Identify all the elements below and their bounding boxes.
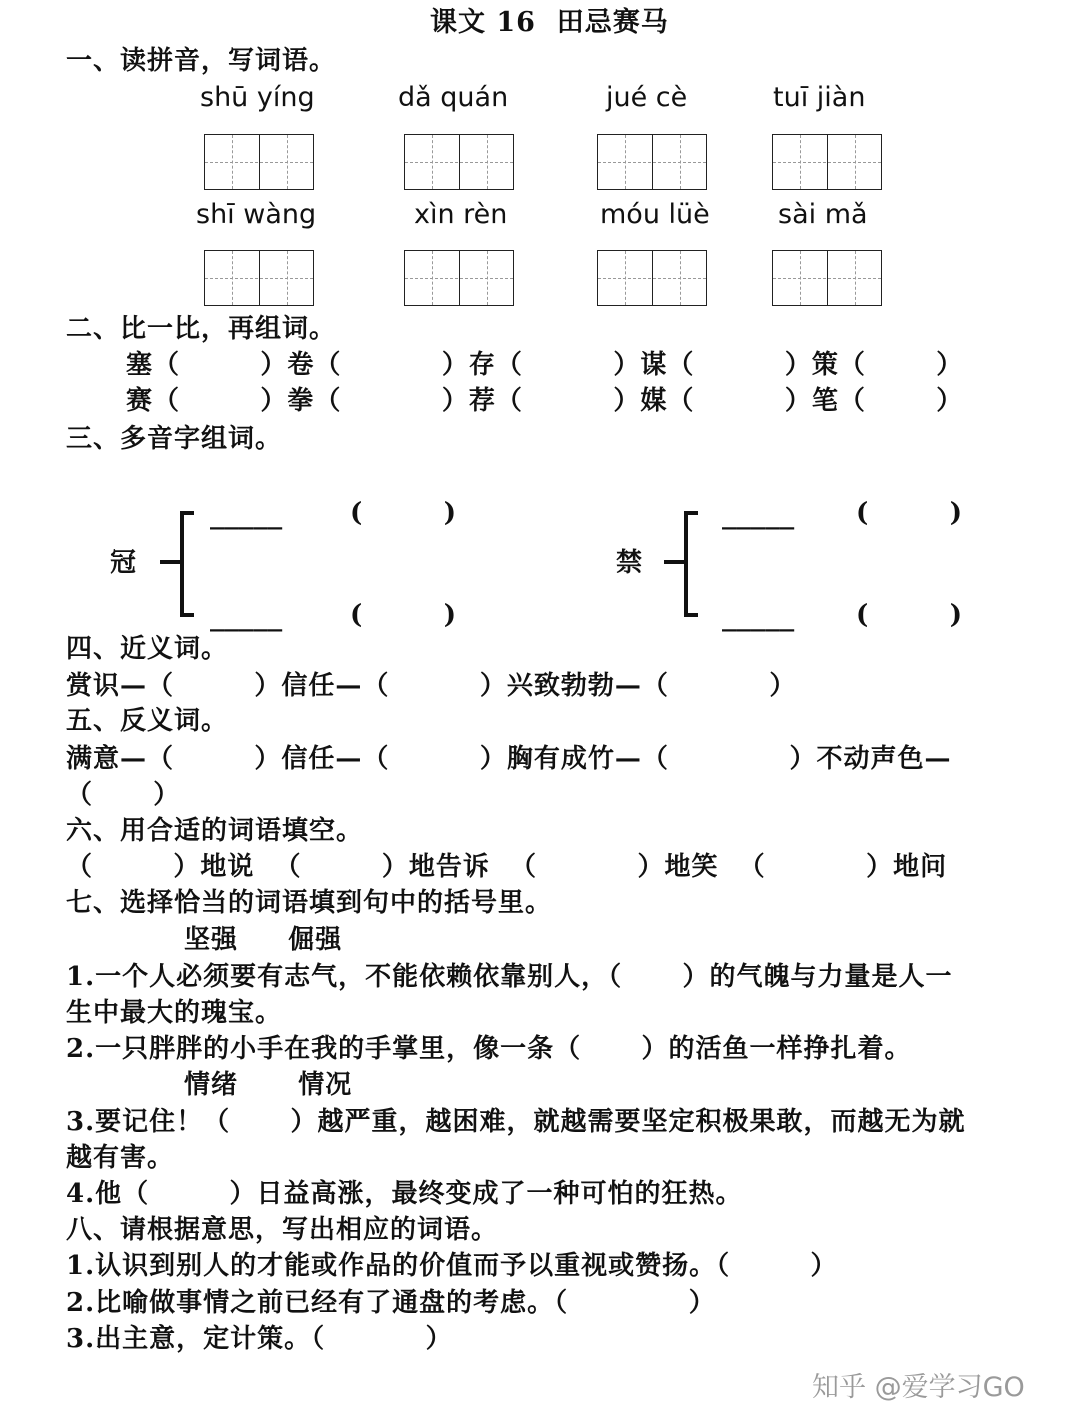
pinyin-label: xìn rèn <box>414 199 508 230</box>
question-line: 3.要记住！（ ）越严重，越困难，就越需要坚定积极果敢，而越无为就 <box>66 1107 966 1137</box>
writing-grid[interactable] <box>597 134 707 190</box>
question-line: 4.他（ ）日益高涨，最终变成了一种可怕的狂热。 <box>66 1179 743 1209</box>
pinyin-label: shī wàng <box>196 199 317 230</box>
brace <box>180 511 194 617</box>
brace <box>684 511 698 617</box>
pinyin-label: tuī jiàn <box>773 82 866 113</box>
word-choices: 情绪 情况 <box>184 1070 353 1100</box>
synonym-line: 赏识—（ ）信任—（ ）兴致勃勃—（ ） <box>66 671 797 701</box>
brace-stem <box>160 560 182 564</box>
section-1-heading: 一、读拼音，写词语。 <box>66 46 337 76</box>
writing-grid[interactable] <box>404 134 514 190</box>
question-line: 3.出主意，定计策。（ ） <box>66 1324 453 1354</box>
question-line: 1.认识到别人的才能或作品的价值而予以重视或赞扬。（ ） <box>66 1251 838 1281</box>
pinyin-paren[interactable]: ( ) <box>856 498 964 528</box>
answer-blank[interactable]: _____ <box>722 502 795 530</box>
polyphone-char: 冠 <box>110 548 138 578</box>
page-title: 课文 16 田忌赛马 <box>430 7 669 38</box>
section-5-heading: 五、反义词。 <box>66 706 229 736</box>
polyphone-char: 禁 <box>616 548 644 578</box>
answer-blank[interactable]: _____ <box>210 502 283 530</box>
answer-blank[interactable]: _____ <box>210 604 283 632</box>
word-choices: 坚强 倔强 <box>184 925 343 955</box>
writing-grid[interactable] <box>404 250 514 306</box>
answer-blank[interactable]: _____ <box>722 604 795 632</box>
section-6-heading: 六、用合适的词语填空。 <box>66 816 364 846</box>
pinyin-label: dǎ quán <box>398 82 509 113</box>
section-3-heading: 三、多音字组词。 <box>66 424 283 454</box>
pinyin-label: sài mǎ <box>778 199 868 230</box>
antonym-line: （ ） <box>66 780 181 810</box>
question-line: 生中最大的瑰宝。 <box>66 998 283 1028</box>
writing-grid[interactable] <box>772 134 882 190</box>
pinyin-paren[interactable]: ( ) <box>350 600 458 630</box>
pinyin-label: jué cè <box>606 82 688 113</box>
section-8-heading: 八、请根据意思，写出相应的词语。 <box>66 1215 499 1245</box>
watermark: 知乎 @爱学习GO <box>812 1372 1025 1403</box>
question-line: 1.一个人必须要有志气，不能依赖依靠别人，（ ）的气魄与力量是人一 <box>66 962 953 992</box>
writing-grid[interactable] <box>772 250 882 306</box>
pinyin-label: shū yíng <box>200 82 315 113</box>
pinyin-label: móu lüè <box>600 199 710 230</box>
pinyin-paren[interactable]: ( ) <box>856 600 964 630</box>
writing-grid[interactable] <box>597 250 707 306</box>
brace-stem <box>664 560 686 564</box>
question-line: 越有害。 <box>66 1143 175 1173</box>
compare-row: 塞（ ）卷（ ）存（ ）谋（ ）策（ ） <box>126 350 964 380</box>
pinyin-paren[interactable]: ( ) <box>350 498 458 528</box>
compare-row: 赛（ ）拳（ ）荐（ ）媒（ ）笔（ ） <box>126 386 964 416</box>
section-7-heading: 七、选择恰当的词语填到句中的括号里。 <box>66 888 553 918</box>
writing-grid[interactable] <box>204 134 314 190</box>
writing-grid[interactable] <box>204 250 314 306</box>
section-2-heading: 二、比一比，再组词。 <box>66 314 337 344</box>
section-4-heading: 四、近义词。 <box>66 634 229 664</box>
question-line: 2.比喻做事情之前已经有了通盘的考虑。（ ） <box>66 1288 716 1318</box>
antonym-line: 满意—（ ）信任—（ ）胸有成竹—（ ）不动声色— <box>66 744 952 774</box>
question-line: 2.一只胖胖的小手在我的手掌里，像一条（ ）的活鱼一样挣扎着。 <box>66 1034 912 1064</box>
fill-line: （ ）地说 （ ）地告诉 （ ）地笑 （ ）地问 <box>66 852 948 882</box>
